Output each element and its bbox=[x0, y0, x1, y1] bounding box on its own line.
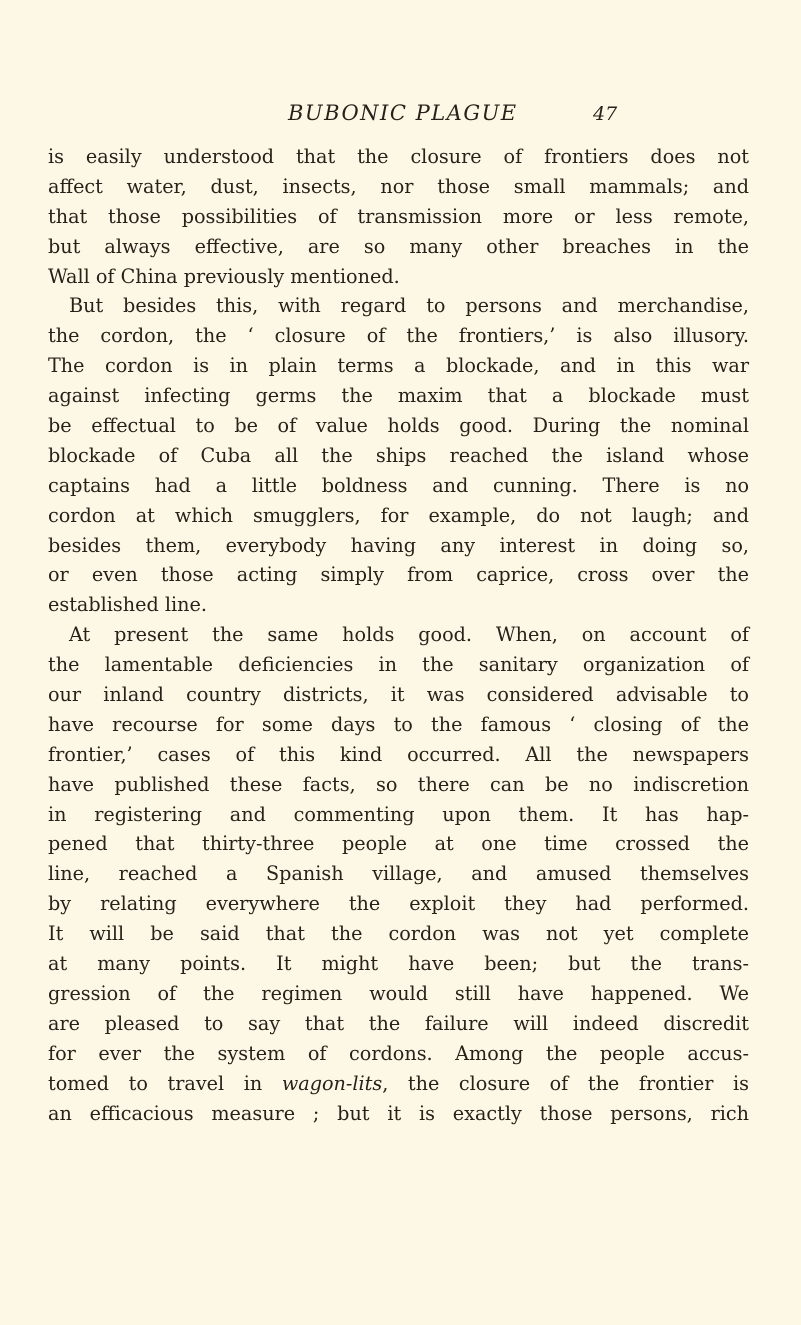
text-fragment: , the closure of the frontier is bbox=[382, 1071, 749, 1095]
text-line: blockade of Cuba all the ships reached the island whose bbox=[48, 443, 749, 467]
text-line: have recourse for some days to the famous ‘ closing of the bbox=[48, 712, 749, 736]
text-line: affect water, dust, insects, nor those small mammals; and bbox=[48, 174, 749, 198]
running-title: BUBONIC PLAGUE bbox=[288, 101, 518, 125]
text-line: cordon at which smugglers, for example, do not laugh; and bbox=[48, 503, 749, 527]
paragraph-start-line: At present the same holds good. When, on account of bbox=[69, 623, 749, 647]
text-line: captains had a little boldness and cunning. There is no bbox=[48, 473, 749, 497]
text-line: that those possibilities of transmission more or less remote, bbox=[48, 204, 749, 228]
text-line: established line. bbox=[48, 593, 207, 617]
paragraph-start-line: But besides this, with regard to persons and merchandise, bbox=[69, 294, 749, 318]
text-line: The cordon is in plain terms a blockade, and in this war bbox=[48, 354, 749, 378]
text-line: frontier,’ cases of this kind occurred. All the newspapers bbox=[48, 742, 749, 766]
text-line bbox=[48, 1069, 749, 1099]
text-line: or even those acting simply from caprice, cross over the bbox=[48, 563, 749, 587]
text-line: but always effective, are so many other breaches in the bbox=[48, 234, 749, 258]
text-fragment: tomed to travel in bbox=[48, 1071, 282, 1095]
text-line: by relating everywhere the exploit they had performed. bbox=[48, 892, 749, 916]
text-line: Wall of China previously mentioned. bbox=[48, 264, 400, 288]
text-line: besides them, everybody having any interest in doing so, bbox=[48, 533, 749, 557]
text-line: in registering and commenting upon them. It has hap- bbox=[48, 802, 749, 826]
text-line: be effectual to be of value holds good. During the nominal bbox=[48, 414, 749, 438]
italic-term: wagon-lits bbox=[281, 1071, 383, 1095]
text-line: an efficacious measure ; but it is exactly those persons, rich bbox=[48, 1101, 749, 1125]
text-line: It will be said that the cordon was not yet complete bbox=[48, 922, 749, 946]
text-line: at many points. It might have been; but the trans- bbox=[48, 952, 749, 976]
text-line: for ever the system of cordons. Among the people accus- bbox=[48, 1041, 749, 1065]
page-header bbox=[0, 101, 801, 129]
text-line: are pleased to say that the failure will indeed discredit bbox=[48, 1011, 749, 1035]
text-line: the cordon, the ‘ closure of the frontiers,’ is also illusory. bbox=[48, 324, 749, 348]
text-line: our inland country districts, it was considered advisable to bbox=[48, 683, 749, 707]
text-line: have published these facts, so there can be no indiscretion bbox=[48, 772, 749, 796]
text-line: against infecting germs the maxim that a blockade must bbox=[48, 384, 749, 408]
text-line: gression of the regimen would still have happened. We bbox=[48, 981, 749, 1005]
page-number: 47 bbox=[593, 103, 618, 125]
text-line: pened that thirty-three people at one time crossed the bbox=[48, 832, 749, 856]
text-line: the lamentable deficiencies in the sanitary organization of bbox=[48, 653, 749, 677]
body-text bbox=[48, 142, 749, 1128]
text-line: line, reached a Spanish village, and amused themselves bbox=[48, 862, 749, 886]
text-line: is easily understood that the closure of frontiers does not bbox=[48, 145, 749, 168]
